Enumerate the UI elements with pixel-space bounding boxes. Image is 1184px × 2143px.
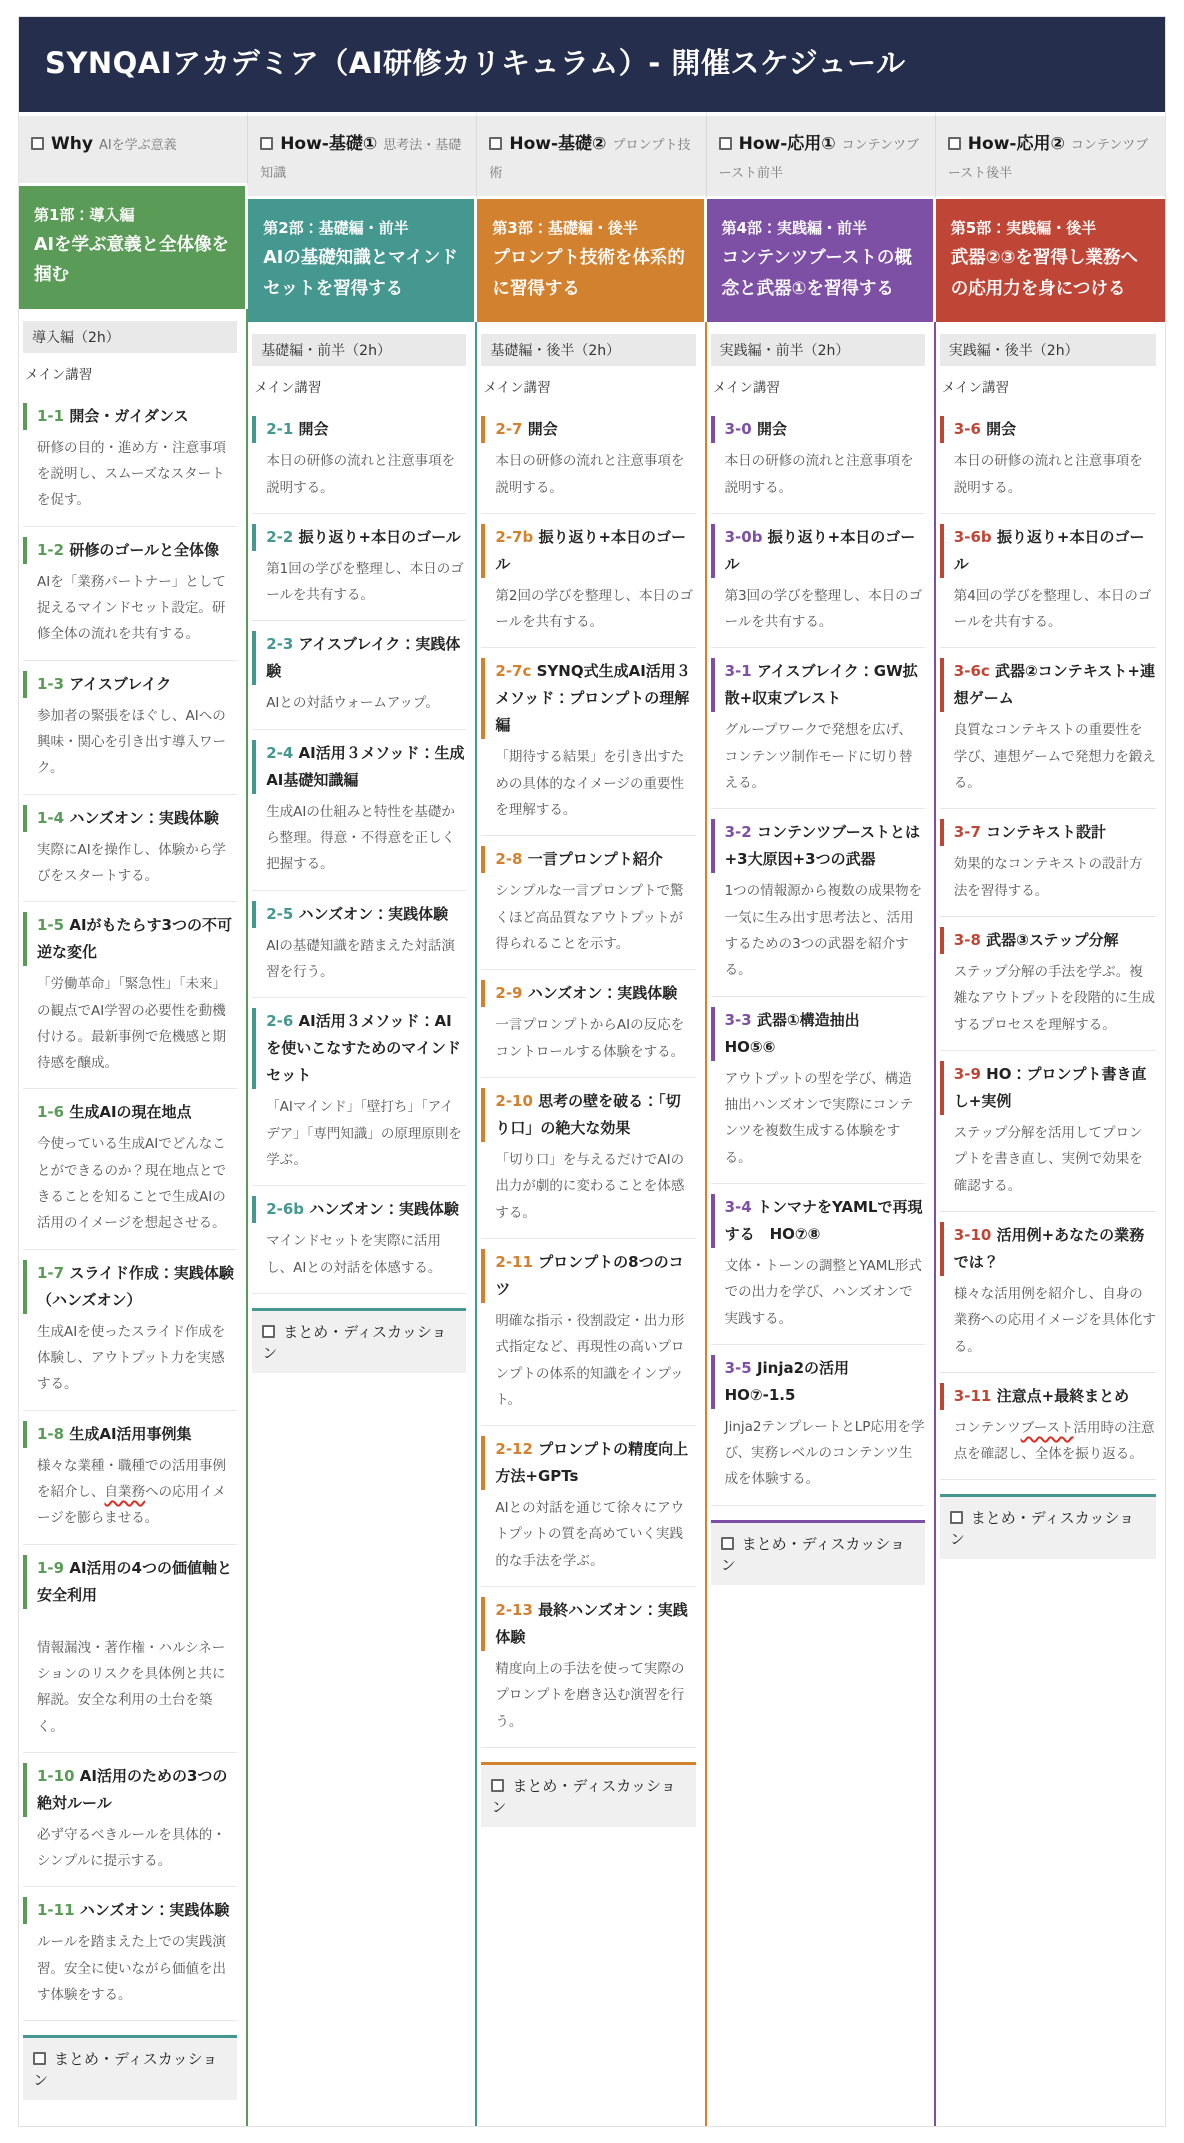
session-number: 1-5 [37, 916, 65, 935]
column-body [707, 322, 936, 2126]
main-lecture-label: メイン講習 [483, 380, 551, 397]
session-title: 3-0b 振り返り+本日のゴール [711, 524, 925, 578]
session-description: 良質なコンテキストの重要性を学び、連想ゲームで発想力を鍛える。 [953, 722, 1156, 792]
summary-label: まとめ・ディスカッション [33, 2050, 218, 2090]
schedule-column [477, 112, 706, 2126]
session-description: マインドセットを実際に活用し、AIとの対話を体感する。 [266, 1233, 442, 1276]
part-number: 第2部：基礎編・前半 [263, 219, 409, 238]
section-label: 実践編・後半（2h） [940, 334, 1156, 366]
session-number: 3-6 [953, 420, 981, 439]
session-item [711, 1184, 925, 1345]
session-title: 2-2 振り返り+本日のゴール [252, 524, 466, 551]
schedule-column [707, 112, 936, 2126]
part-header [477, 199, 703, 322]
session-item [711, 997, 925, 1184]
session-list [252, 406, 466, 1294]
session-description: シンプルな一言プロンプトで驚くほど高品質なアウトプットが得られることを示す。 [495, 883, 684, 953]
session-number: 2-1 [266, 420, 294, 439]
session-number: 3-8 [953, 931, 981, 950]
session-description: 「期待する結果」を引き出すための具体的なイメージの重要性を理解する。 [495, 749, 685, 819]
session-item [711, 1345, 925, 1506]
part-goal: 武器②③を習得し業務への応用力を身につける [950, 247, 1138, 299]
checkbox-icon[interactable] [489, 137, 502, 150]
session-title: 1-8 生成AI活用事例集 [23, 1421, 237, 1448]
session-description: 精度向上の手法を使って実際のプロンプトを磨き込む演習を行う。 [495, 1661, 685, 1730]
session-title: 1-10 AI活用のための3つの絶対ルール [23, 1763, 237, 1817]
session-title: 3-4 トンマナをYAMLで再現する HO⑦⑧ [711, 1194, 925, 1248]
session-title: 1-5 AIがもたらす3つの不可逆な変化 [23, 912, 237, 966]
session-item [23, 902, 237, 1089]
tab-label: How-基礎② [509, 134, 607, 154]
session-item [940, 406, 1156, 514]
session-description: AIを「業務パートナー」として捉えるマインドセット設定。研修全体の流れを共有する。 [37, 573, 226, 643]
session-number: 3-1 [724, 662, 752, 681]
session-title: 1-7 スライド作成：実践体験（ハンズオン） [23, 1260, 237, 1314]
session-description: 生成AIを使ったスライド作成を体験し、アウトプット力を実感する。 [37, 1323, 226, 1393]
session-number: 2-13 [495, 1601, 533, 1620]
schedule-page [18, 16, 1166, 2127]
session-description: ステップ分解の手法を学ぶ。複雑なアウトプットを段階的に生成するプロセスを理解する。 [953, 964, 1155, 1033]
session-description: 様々な業種・職種での活用事例を紹介し、自業務への応用イメージを膨らませる。 [37, 1457, 226, 1527]
summary-row[interactable] [481, 1762, 695, 1827]
session-item [252, 1186, 466, 1294]
session-number: 2-9 [495, 984, 523, 1003]
session-title: 2-13 最終ハンズオン：実践体験 [481, 1597, 695, 1651]
session-item [481, 970, 695, 1078]
session-number: 3-2 [724, 823, 752, 842]
summary-label: まとめ・ディスカッション [262, 1322, 447, 1362]
session-description: 「労働革命」「緊急性」「未来」の観点でAI学習の必要性を動機付ける。最新事例で危機感と期待感を醸成。 [37, 976, 226, 1072]
column-tab[interactable] [477, 112, 706, 199]
session-title: 2-9 ハンズオン：実践体験 [481, 980, 695, 1007]
checkbox-icon[interactable] [260, 137, 273, 150]
session-number: 3-9 [953, 1064, 981, 1083]
session-item [252, 621, 466, 729]
session-number: 3-10 [953, 1225, 992, 1244]
session-description: AIの基礎知識を踏まえた対話演習を行う。 [266, 937, 455, 981]
session-number: 1-9 [37, 1558, 65, 1577]
session-item [23, 1089, 237, 1249]
session-number: 2-6 [266, 1012, 294, 1031]
session-number: 2-10 [495, 1091, 533, 1110]
checkbox-icon[interactable] [491, 1779, 504, 1792]
tab-subtitle: AIを学ぶ意義 [98, 138, 177, 153]
part-header [707, 199, 933, 322]
session-item [23, 795, 237, 903]
session-number: 3-11 [953, 1386, 992, 1405]
session-title: 2-7c SYNQ式生成AI活用３メソッド：プロンプトの理解編 [481, 658, 695, 739]
page-header [19, 17, 1165, 112]
session-title: 1-11 ハンズオン：実践体験 [23, 1897, 237, 1924]
checkbox-icon[interactable] [719, 137, 732, 150]
session-number: 1-8 [37, 1424, 65, 1443]
session-description: AIとの対話ウォームアップ。 [266, 695, 439, 712]
part-header [936, 199, 1165, 322]
session-title: 2-6b ハンズオン：実践体験 [252, 1196, 466, 1223]
part-number: 第5部：実践編・後半 [950, 219, 1097, 238]
session-title: 3-8 武器③ステップ分解 [940, 927, 1156, 954]
session-list [23, 393, 237, 2022]
session-description: 一言プロンプトからAIの反応をコントロールする体験をする。 [495, 1017, 685, 1060]
session-title: 3-7 コンテキスト設計 [940, 819, 1156, 846]
session-item [940, 514, 1156, 649]
session-title: 3-3 武器①構造抽出 HO⑤⑥ [711, 1007, 925, 1061]
session-description: ルールを踏まえた上での実践演習。安全に使いながら価値を出す体験をする。 [37, 1934, 226, 2004]
part-goal: AIの基礎知識とマインドセットを習得する [263, 247, 458, 299]
session-number: 1-6 [37, 1103, 65, 1122]
session-number: 3-6c [953, 662, 990, 681]
session-item [940, 1373, 1156, 1481]
session-description: 研修の目的・進め方・注意事項を説明し、スムーズなスタートを促す。 [37, 439, 226, 509]
session-title: 1-9 AI活用の4つの価値軸と安全利用 [23, 1555, 237, 1609]
session-description: アウトプットの型を学び、構造抽出ハンズオンで実際にコンテンツを複数生成する体験をする。 [724, 1070, 914, 1166]
tab-label: How-応用① [738, 134, 836, 154]
summary-row[interactable] [711, 1520, 925, 1585]
session-item [940, 1212, 1156, 1373]
session-description: 本日の研修の流れと注意事項を説明する。 [495, 453, 685, 496]
session-list [481, 406, 695, 1748]
checkbox-icon[interactable] [721, 1537, 734, 1550]
session-description: 1つの情報源から複数の成果物を一気に生み出す思考法と、活用するための3つの武器を紹介する。 [724, 883, 923, 979]
session-description: 実際にAIを操作し、体験から学びをスタートする。 [37, 841, 226, 884]
session-item [252, 891, 466, 999]
session-item [252, 998, 466, 1186]
spellcheck-underline: 自業務 [104, 1483, 145, 1500]
session-title: 1-4 ハンズオン：実践体験 [23, 805, 237, 832]
session-description: 様々な活用例を紹介し、自身の業務への応用イメージを具体化する。 [953, 1285, 1156, 1355]
session-item [940, 917, 1156, 1051]
column-tab[interactable] [707, 112, 936, 199]
section-label: 基礎編・後半（2h） [481, 334, 695, 366]
session-item [711, 809, 925, 996]
session-number: 2-7 [495, 420, 523, 439]
section-label: 実践編・前半（2h） [711, 334, 925, 366]
session-number: 3-7 [953, 823, 981, 842]
session-description: 「切り口」を与えるだけでAIの出力が劇的に変わることを体感する。 [495, 1151, 685, 1221]
session-number: 1-10 [37, 1766, 75, 1785]
session-description: AIとの対話を通じて徐々にアウトプットの質を高めていく実践的な手法を学ぶ。 [495, 1500, 685, 1569]
part-number: 第1部：導入編 [34, 206, 135, 224]
part-number: 第4部：実践編・前半 [721, 219, 868, 238]
session-description: ステップ分解を活用してプロンプトを書き直し、実例で効果を確認する。 [953, 1124, 1143, 1194]
session-title: 2-4 AI活用３メソッド：生成AI基礎知識編 [252, 740, 466, 794]
session-item [23, 1753, 237, 1888]
column-tab[interactable] [936, 112, 1165, 199]
session-description: 本日の研修の流れと注意事項を説明する。 [953, 453, 1143, 496]
column-body [477, 322, 706, 2126]
schedule-grid [19, 112, 1165, 2126]
session-item [711, 648, 925, 809]
tab-subtitle: コンテンツブースト前半 [718, 138, 920, 182]
column-body [936, 322, 1165, 2126]
session-number: 2-7b [495, 527, 534, 546]
session-title: 3-10 活用例+あなたの業務では？ [940, 1222, 1156, 1276]
session-title: 3-6 開会 [940, 416, 1156, 443]
session-number: 2-2 [266, 527, 294, 546]
session-item [940, 1051, 1156, 1212]
session-description: 参加者の緊張をほぐし、AIへの興味・関心を引き出す導入ワーク。 [37, 707, 226, 777]
session-number: 3-0b [724, 527, 763, 546]
session-item [481, 836, 695, 970]
part-goal: AIを学ぶ意義と全体像を掴む [34, 234, 230, 286]
session-title: 2-12 プロンプトの精度向上方法+GPTs [481, 1436, 695, 1490]
session-title: 2-3 アイスブレイク：実践体験 [252, 631, 466, 685]
session-description: 第3回の学びを整理し、本日のゴールを共有する。 [724, 587, 923, 631]
column-body [248, 322, 477, 2126]
session-number: 1-3 [37, 674, 65, 693]
tab-label: How-基礎① [280, 134, 378, 154]
session-title: 1-3 アイスブレイク [23, 671, 237, 698]
session-title: 3-11 注意点+最終まとめ [940, 1383, 1156, 1410]
session-number: 2-7c [495, 662, 532, 681]
session-description: 生成AIの仕組みと特性を基礎から整理。得意・不得意を正しく把握する。 [266, 803, 456, 873]
part-goal: コンテンツブーストの概念と武器①を習得する [721, 247, 912, 299]
session-number: 2-12 [495, 1440, 533, 1459]
session-item [252, 730, 466, 891]
session-description: 第2回の学びを整理し、本日のゴールを共有する。 [495, 587, 693, 631]
session-item [252, 406, 466, 514]
session-item [23, 1411, 237, 1545]
schedule-column [248, 112, 477, 2126]
session-description: 第1回の学びを整理し、本日のゴールを共有する。 [266, 560, 464, 604]
summary-label: まとめ・ディスカッション [491, 1777, 676, 1817]
session-title: 2-5 ハンズオン：実践体験 [252, 901, 466, 928]
session-title: 3-2 コンテンツブーストとは+3大原因+3つの武器 [711, 819, 925, 873]
session-number: 1-7 [37, 1263, 65, 1282]
session-title: 3-1 アイスブレイク：GW拡散+収束ブレスト [711, 658, 925, 712]
session-item [481, 648, 695, 836]
session-title: 2-10 思考の壁を破る：「切り口」の絶大な効果 [481, 1088, 695, 1142]
session-number: 2-8 [495, 850, 523, 869]
session-number: 3-5 [724, 1358, 752, 1377]
session-number: 1-4 [37, 808, 65, 827]
session-item [23, 393, 237, 527]
main-lecture-label: メイン講習 [254, 380, 322, 397]
session-item [481, 406, 695, 514]
checkbox-icon[interactable] [950, 1511, 963, 1524]
session-item [23, 1545, 237, 1753]
session-item [481, 1239, 695, 1426]
session-title: 3-0 開会 [711, 416, 925, 443]
session-description: コンテンツブースト活用時の注意点を確認し、全体を振り返る。 [953, 1419, 1155, 1463]
session-description: 情報漏洩・著作権・ハルシネーションのリスクを具体例と共に解説。安全な利用の土台を築く。 [37, 1639, 226, 1735]
part-header [248, 199, 474, 322]
tab-label: Why [51, 134, 93, 154]
part-header [19, 186, 245, 309]
summary-label: まとめ・ディスカッション [949, 1509, 1135, 1549]
session-number: 1-1 [37, 406, 65, 425]
session-number: 1-11 [37, 1901, 75, 1920]
column-body [19, 309, 248, 2127]
session-title: 2-7 開会 [481, 416, 695, 443]
main-lecture-label: メイン講習 [25, 366, 93, 383]
session-number: 2-6b [266, 1200, 305, 1219]
schedule-column [19, 112, 248, 2126]
session-item [23, 661, 237, 795]
main-lecture-label: メイン講習 [712, 380, 780, 397]
session-title: 3-5 Jinja2の活用 HO⑦-1.5 [711, 1355, 925, 1409]
session-title: 1-1 開会・ガイダンス [23, 403, 237, 430]
session-description: Jinja2テンプレートとLP応用を学び、実務レベルのコンテンツ生成を体験する。 [724, 1418, 925, 1488]
session-item [23, 1250, 237, 1411]
session-title: 2-8 一言プロンプト紹介 [481, 846, 695, 873]
checkbox-icon[interactable] [948, 137, 961, 150]
tab-label: How-応用② [967, 134, 1065, 154]
summary-row[interactable] [23, 2035, 237, 2100]
session-title: 1-2 研修のゴールと全体像 [23, 537, 237, 564]
session-description: グループワークで発想を広げ、コンテンツ制作モードに切り替える。 [724, 722, 913, 792]
session-item [481, 1426, 695, 1587]
part-goal: プロンプト技術を体系的に習得する [492, 247, 685, 299]
session-description: 本日の研修の流れと注意事項を説明する。 [724, 453, 914, 496]
session-description: 明確な指示・役割設定・出力形式指定など、再現性の高いプロンプトの体系的知識をインプット。 [495, 1312, 685, 1408]
checkbox-icon[interactable] [31, 137, 44, 150]
session-item [252, 514, 466, 622]
session-description: 「AIマインド」「壁打ち」「アイデア」「専門知識」の原理原則を学ぶ。 [266, 1099, 462, 1168]
checkbox-icon[interactable] [33, 2052, 46, 2065]
session-item [481, 1078, 695, 1239]
session-description: 必ず守るべきルールを具体的・シンプルに提示する。 [37, 1826, 226, 1870]
part-number: 第3部：基礎編・後半 [492, 219, 638, 238]
session-title: 2-1 開会 [252, 416, 466, 443]
session-item [940, 809, 1156, 917]
session-title: 3-9 HO：プロンプト書き直し+実例 [940, 1061, 1156, 1115]
session-number: 2-5 [266, 904, 294, 923]
session-number: 1-2 [37, 540, 65, 559]
session-description: 第4回の学びを整理し、本日のゴールを共有する。 [953, 587, 1152, 631]
session-number: 2-3 [266, 635, 294, 654]
main-lecture-label: メイン講習 [941, 380, 1010, 397]
session-title: 2-7b 振り返り+本日のゴール [481, 524, 695, 578]
spellcheck-underline: ブースト [1020, 1419, 1074, 1436]
tab-subtitle: プロンプト技術 [489, 138, 691, 182]
session-title: 2-6 AI活用３メソッド：AIを使いこなすためのマインドセット [252, 1008, 466, 1089]
summary-label: まとめ・ディスカッション [720, 1534, 905, 1574]
session-description: 文体・トーンの調整とYAML形式での出力を学び、ハンズオンで実践する。 [724, 1257, 922, 1327]
session-title: 2-11 プロンプトの8つのコツ [481, 1249, 695, 1303]
session-number: 3-6b [953, 527, 992, 546]
tab-subtitle: 思考法・基礎知識 [260, 138, 462, 182]
session-number: 3-4 [724, 1197, 752, 1216]
session-title: 3-6b 振り返り+本日のゴール [940, 524, 1156, 578]
session-number: 2-4 [266, 743, 294, 762]
schedule-column [936, 112, 1165, 2126]
session-list [940, 406, 1156, 1480]
session-description: 本日の研修の流れと注意事項を説明する。 [266, 453, 456, 496]
checkbox-icon[interactable] [262, 1325, 275, 1338]
summary-row[interactable] [940, 1494, 1156, 1559]
session-item [711, 406, 925, 514]
column-tab[interactable] [248, 112, 477, 199]
summary-row[interactable] [252, 1308, 466, 1373]
session-list [711, 406, 925, 1506]
session-description: 今使っている生成AIでどんなことができるのか？現在地点とできることを知ることで生成AIの活用のイメージを想起させる。 [37, 1136, 226, 1232]
session-number: 3-3 [724, 1010, 752, 1029]
session-title: 3-6c 武器②コンテキスト+連想ゲーム [940, 658, 1156, 712]
session-item [23, 1887, 237, 2021]
session-item [940, 648, 1156, 809]
session-item [711, 514, 925, 649]
session-item [23, 527, 237, 661]
session-number: 3-0 [724, 420, 752, 439]
page-title: SYNQAIアカデミア（AI研修カリキュラム）- 開催スケジュール [45, 46, 906, 80]
column-tab[interactable] [19, 112, 248, 186]
session-item [481, 514, 695, 649]
session-description: 効果的なコンテキストの設計方法を習得する。 [953, 856, 1143, 899]
session-item [481, 1587, 695, 1748]
section-label: 導入編（2h） [23, 321, 237, 353]
session-number: 2-11 [495, 1252, 533, 1271]
session-title: 1-6 生成AIの現在地点 [37, 1103, 192, 1122]
section-label: 基礎編・前半（2h） [252, 334, 466, 366]
tab-subtitle: コンテンツブースト後半 [947, 138, 1149, 182]
